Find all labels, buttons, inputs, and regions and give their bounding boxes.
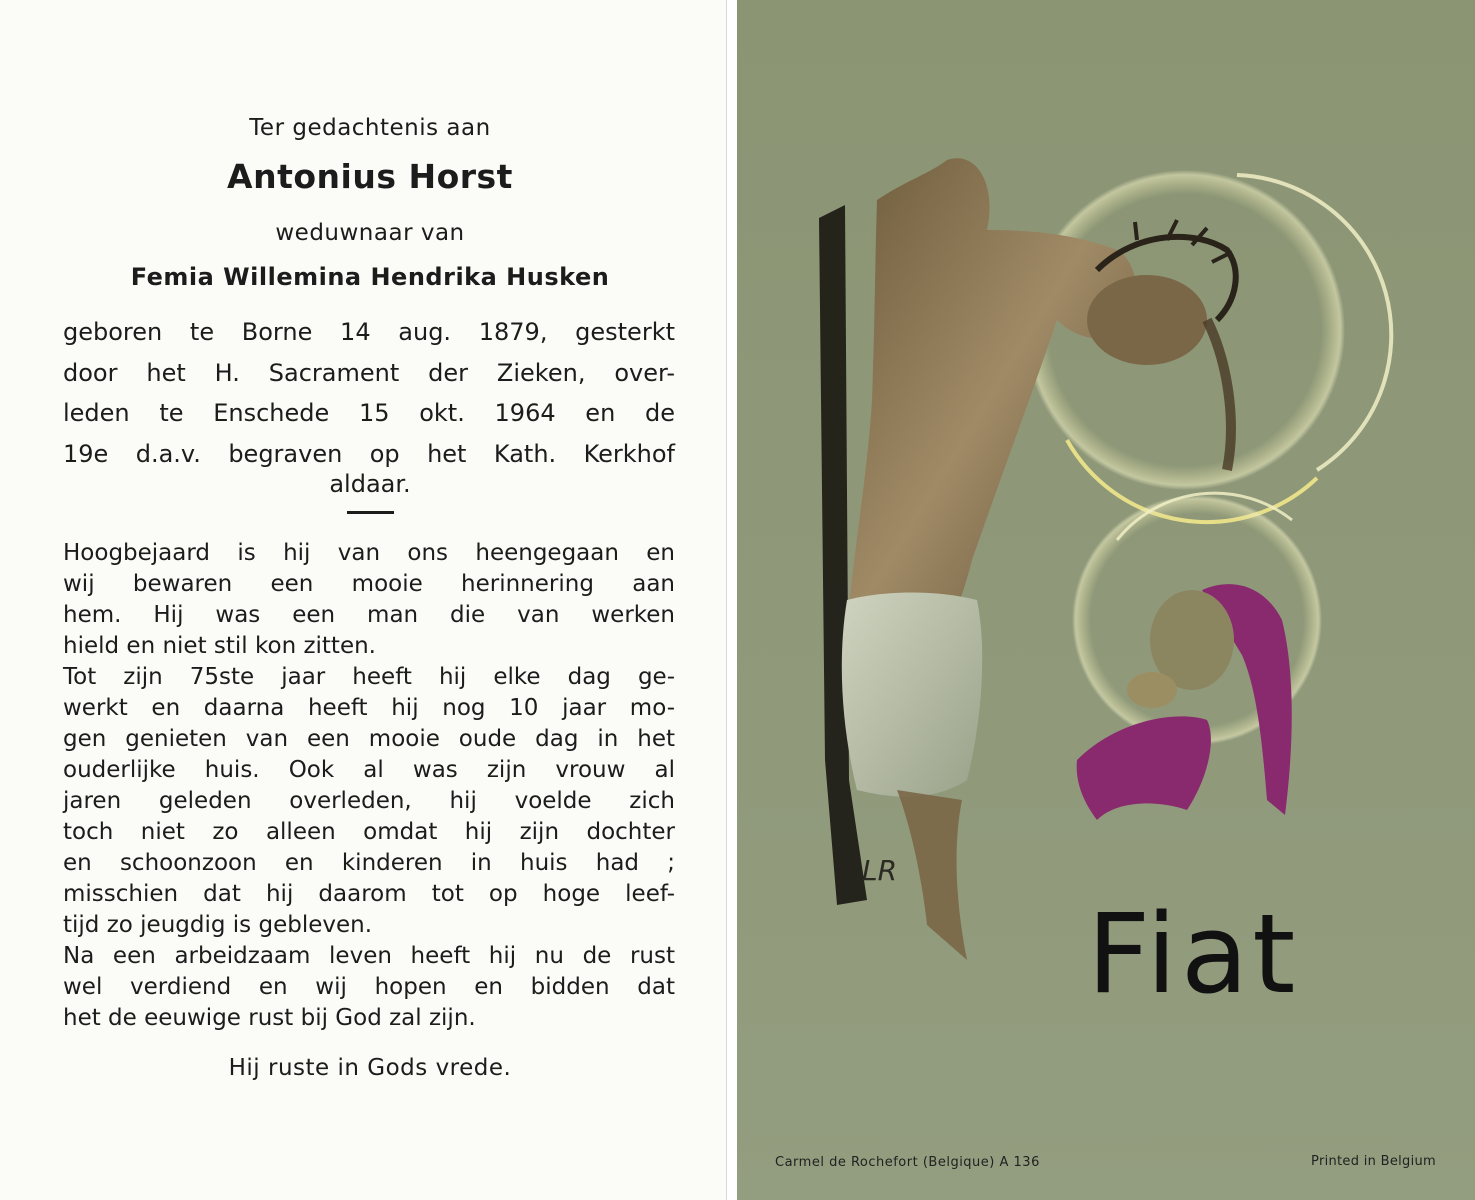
tribute-line: werkt en daarna heeft hij nog 10 jaar mo-: [63, 695, 675, 721]
bio-line: leden te Enschede 15 okt. 1964 en de: [63, 399, 675, 427]
tribute-line: jaren geleden overleden, hij voelde zich: [63, 788, 675, 814]
tribute-line: wij bewaren een mooie herinnering aan: [63, 571, 675, 597]
tribute-line: ouderlijke huis. Ook al was zijn vrouw al: [63, 757, 675, 783]
fiat-title: Fiat: [1087, 890, 1300, 1018]
printed-credit: Printed in Belgium: [1311, 1154, 1436, 1169]
crucifixion-illustration: [737, 0, 1475, 1200]
closing-text: Hij ruste in Gods vrede.: [228, 1055, 512, 1081]
tribute-paragraph: [63, 538, 675, 1034]
deceased-name: Antonius Horst: [227, 157, 513, 196]
intro-text: Ter gedachtenis aan: [249, 115, 491, 141]
tribute-line: tijd zo jeugdig is gebleven.: [63, 912, 373, 938]
spouse-name: Femia Willemina Hendrika Husken: [130, 263, 610, 291]
devotional-image-card: [737, 0, 1475, 1200]
tribute-line: het de eeuwige rust bij God zal zijn.: [63, 1005, 476, 1031]
biography-paragraph: [63, 312, 675, 474]
loincloth: [842, 593, 982, 797]
tribute-line: en schoonzoon en kinderen in huis had ;: [63, 850, 675, 876]
tribute-line: wel verdiend en wij hopen en bidden dat: [63, 974, 675, 1000]
mary-hands: [1127, 672, 1177, 708]
tribute-line: gen genieten van een mooie oude dag in het: [63, 726, 675, 752]
tribute-line: Tot zijn 75ste jaar heeft hij elke dag ge-: [63, 664, 675, 690]
tribute-line: hield en niet stil kon zitten.: [63, 633, 376, 659]
tribute-line: hem. Hij was een man die van werken: [63, 602, 675, 628]
widower-text: weduwnaar van: [275, 220, 465, 246]
memorial-text-card: [0, 0, 727, 1200]
divider-rule: [347, 511, 394, 514]
publisher-credit: Carmel de Rochefort (Belgique) A 136: [775, 1155, 1040, 1170]
bio-line: door het H. Sacrament der Zieken, over-: [63, 358, 675, 387]
tribute-line: toch niet zo alleen omdat hij zijn dochter: [63, 819, 675, 845]
artist-monogram: LR: [862, 854, 898, 887]
christ-head: [1087, 275, 1207, 365]
tribute-line: Hoogbejaard is hij van ons heengegaan en: [63, 540, 675, 566]
bio-line: geboren te Borne 14 aug. 1879, gesterkt: [63, 318, 675, 346]
tribute-line: misschien dat hij daarom tot op hoge leef-: [63, 881, 675, 907]
tribute-line: Na een arbeidzaam leven heeft hij nu de rust: [63, 943, 675, 969]
bio-line: 19e d.a.v. begraven op het Kath. Kerkhof: [63, 439, 675, 468]
bio-last-line: aldaar.: [329, 470, 411, 498]
